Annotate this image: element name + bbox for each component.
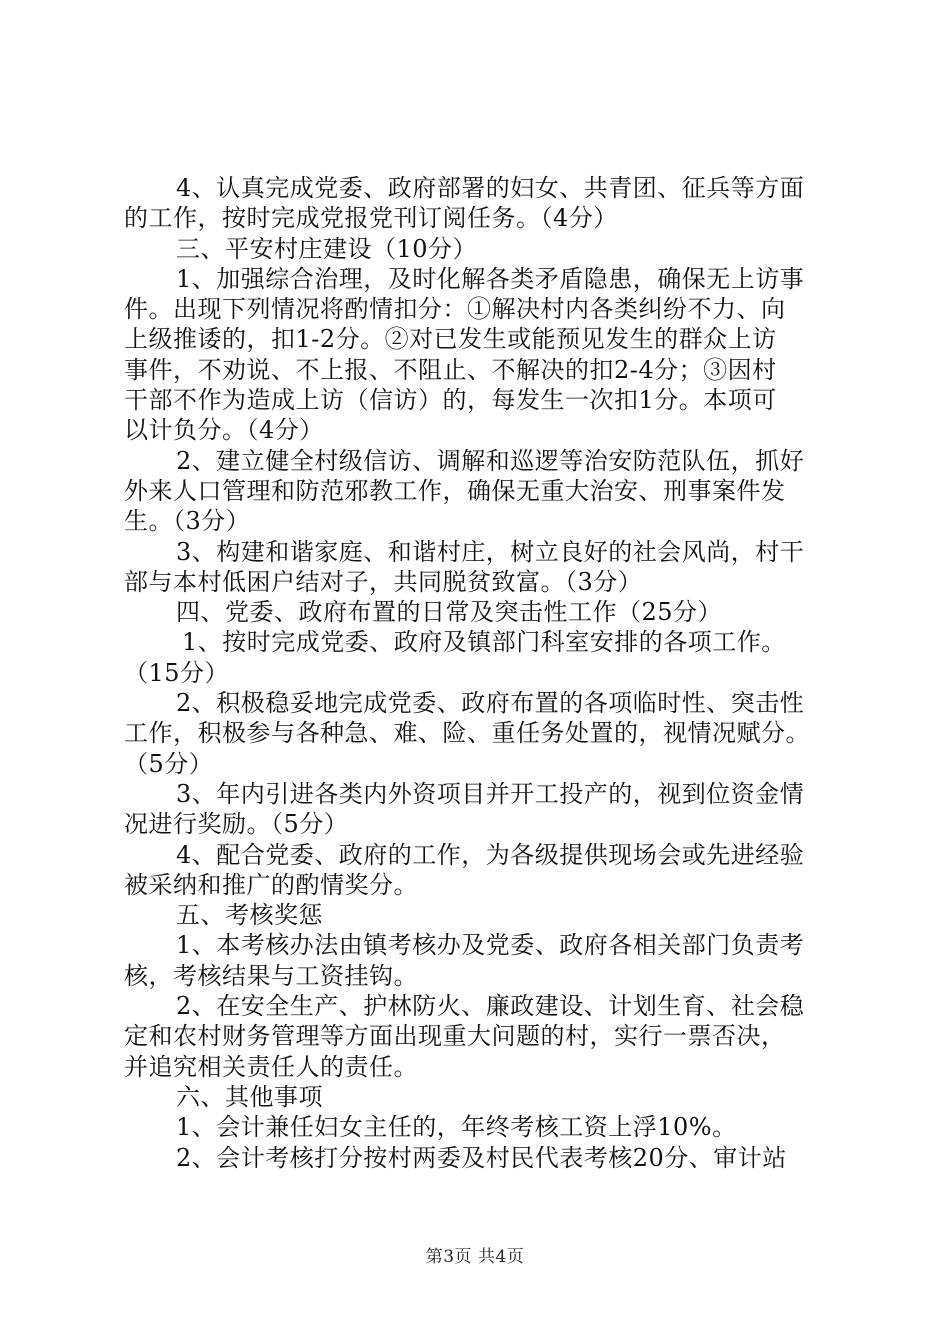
text-line: 部与本村低困户结对子，共同脱贫致富。（3分） (124, 567, 643, 596)
text-line: 五、考核奖惩 (176, 901, 323, 930)
page-number-label: 第3页 共4页 (425, 1247, 525, 1267)
page-footer (0, 1242, 950, 1267)
paragraph-village-duties (124, 173, 834, 234)
paragraph-urgent-work (124, 688, 834, 779)
paragraph-accountant-bonus (124, 1112, 834, 1142)
text-line: 2、积极稳妥地完成党委、政府布置的各项临时性、突击性 (176, 689, 805, 718)
section-heading-5 (124, 900, 834, 930)
text-line: 2、会计考核打分按村两委及村民代表考核20分、审计站 (176, 1143, 787, 1172)
text-line: 定和农村财务管理等方面出现重大问题的村，实行一票否决， (124, 1022, 786, 1051)
text-line: 四、党委、政府布置的日常及突击性工作（25分） (176, 598, 723, 627)
text-line: 2、在安全生产、护林防火、廉政建设、计划生育、社会稳 (176, 992, 805, 1021)
paragraph-assigned-work (124, 627, 834, 688)
text-line: 3、年内引进各类内外资项目并开工投产的，视到位资金情 (176, 779, 805, 808)
paragraph-cooperation (124, 840, 834, 901)
section-heading-4 (124, 597, 834, 627)
paragraph-investment (124, 779, 834, 840)
text-line: 三、平安村庄建设（10分） (176, 234, 478, 263)
text-line: （5分） (124, 749, 214, 778)
text-line: 外来人口管理和防范邪教工作，确保无重大治安、刑事案件发 (124, 476, 786, 505)
paragraph-security-teams (124, 446, 834, 537)
text-line: 上级推诿的，扣1-2分。②对已发生或能预见发生的群众上访 (124, 325, 777, 354)
text-line: 以计负分。（4分） (124, 416, 324, 445)
text-line: 生。（3分） (124, 507, 251, 536)
text-line: 1、会计兼任妇女主任的，年终考核工资上浮10%。 (176, 1113, 737, 1142)
text-line: 六、其他事项 (176, 1082, 323, 1111)
document-body (124, 173, 834, 1173)
text-line: 件。出现下列情况将酌情扣分：①解决村内各类纠纷不力、向 (124, 295, 786, 324)
text-line: 的工作，按时完成党报党刊订阅任务。（4分） (124, 204, 618, 233)
text-line: 况进行奖励。（5分） (124, 810, 349, 839)
paragraph-veto (124, 991, 834, 1082)
paragraph-accountant-scoring (124, 1143, 834, 1173)
paragraph-harmony (124, 537, 834, 598)
text-line: 被采纳和推广的酌情奖分。 (124, 870, 418, 899)
text-line: 1、本考核办法由镇考核办及党委、政府各相关部门负责考 (176, 931, 805, 960)
text-line: （15分） (124, 658, 230, 687)
text-line: 3、构建和谐家庭、和谐村庄，树立良好的社会风尚，村干 (176, 537, 805, 566)
text-line: 并追究相关责任人的责任。 (124, 1052, 418, 1081)
text-line: 1、按时完成党委、政府及镇部门科室安排的各项工作。 (182, 628, 786, 657)
text-line: 核，考核结果与工资挂钩。 (124, 961, 418, 990)
paragraph-governance (124, 264, 834, 446)
text-line: 1、加强综合治理，及时化解各类矛盾隐患，确保无上访事 (176, 264, 805, 293)
text-line: 干部不作为造成上访（信访）的，每发生一次扣1分。本项可 (124, 386, 777, 415)
text-line: 事件，不劝说、不上报、不阻止、不解决的扣2-4分；③因村 (124, 355, 777, 384)
text-line: 2、建立健全村级信访、调解和巡逻等治安防范队伍，抓好 (176, 446, 805, 475)
text-line: 4、认真完成党委、政府部署的妇女、共青团、征兵等方面 (176, 174, 805, 202)
section-heading-3 (124, 234, 834, 264)
text-line: 工作，积极参与各种急、难、险、重任务处置的，视情况赋分。 (124, 719, 810, 748)
section-heading-6 (124, 1082, 834, 1112)
paragraph-assessment (124, 930, 834, 991)
text-line: 4、配合党委、政府的工作，为各级提供现场会或先进经验 (176, 840, 805, 869)
